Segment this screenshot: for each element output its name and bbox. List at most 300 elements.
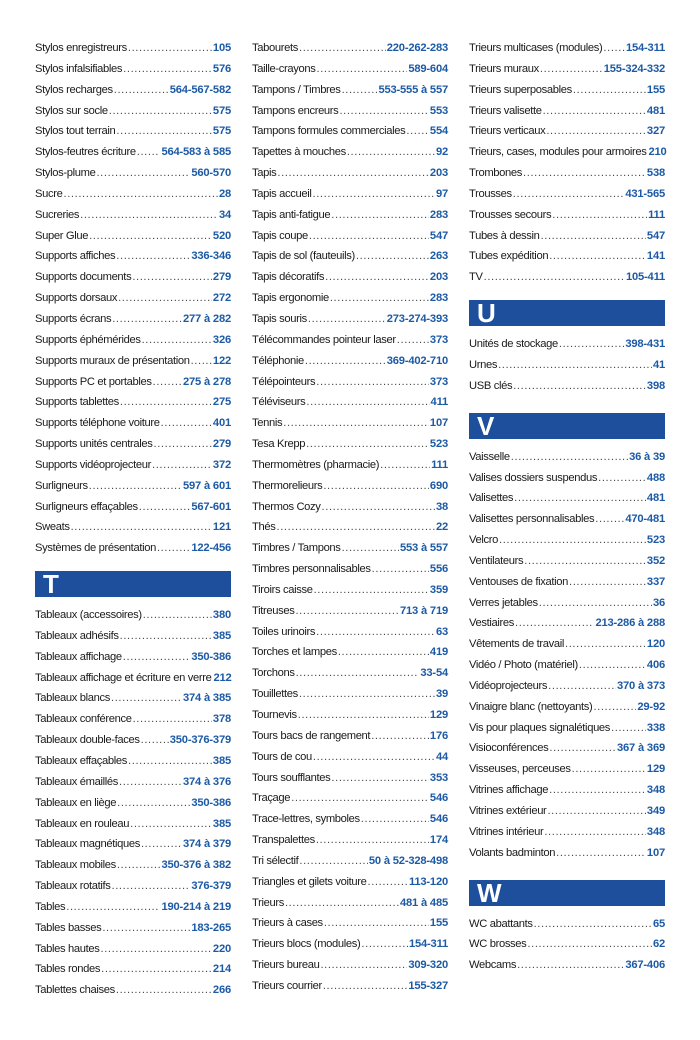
index-entry (252, 205, 448, 226)
index-entry (252, 538, 448, 559)
index-term: Tableaux adhésifs (35, 629, 119, 642)
index-term: Stylos tout terrain (35, 125, 116, 138)
page-reference: 155-327 (408, 979, 448, 992)
index-term: Tapis de sol (fauteuils) (252, 250, 355, 263)
index-entry (469, 468, 665, 489)
page-reference: 154-311 (625, 42, 665, 54)
page-reference: 113-120 (408, 875, 448, 888)
index-term: Systèmes de présentation (35, 542, 156, 555)
index-entry (469, 634, 665, 655)
index-term: Vinaigre blanc (nettoyants) (469, 700, 593, 713)
index-column-1 (35, 38, 231, 1001)
page-reference: 373 (429, 375, 448, 388)
page-reference: 155-324-332 (603, 62, 665, 75)
dot-leader (141, 834, 182, 855)
index-entry (35, 372, 231, 393)
dot-leader (316, 372, 429, 393)
dot-leader (342, 80, 378, 101)
index-term: Trieurs bureau (252, 959, 320, 972)
dot-leader (515, 613, 594, 634)
index-term: Thermomètres (pharmacie) (252, 458, 380, 471)
dot-leader (323, 976, 408, 997)
index-term: Webcams (469, 959, 517, 972)
index-term: Supports téléphone voiture (35, 417, 160, 430)
dot-leader (543, 101, 646, 122)
index-entry (469, 655, 665, 676)
index-term: Unités de stockage (469, 338, 558, 351)
index-term: Trieurs courrier (252, 979, 322, 992)
page-reference: 546 (429, 813, 448, 826)
index-term: Supports vidéoprojecteur (35, 458, 151, 471)
index-entry (469, 759, 665, 780)
index-entry (469, 509, 665, 530)
page-reference: 374 à 376 (183, 775, 231, 788)
index-entry (469, 801, 665, 822)
page-reference: 431-565 (625, 187, 665, 200)
index-term: Tournevis (252, 709, 297, 721)
index-entry (252, 497, 448, 518)
index-term: Tableaux en liège (35, 796, 117, 809)
index-term: Tapis accueil (252, 187, 312, 200)
page-reference: 385 (212, 817, 231, 830)
index-term: Volants badminton (469, 846, 556, 859)
index-entry (469, 376, 665, 397)
page-reference: 121 (212, 521, 231, 534)
dot-leader (299, 684, 435, 705)
index-term: Vis pour plaques signalétiques (469, 721, 611, 734)
dot-leader (498, 355, 652, 376)
index-term: Trace-lettres, symboles (252, 813, 360, 826)
index-term: Touillettes (252, 688, 298, 701)
page-reference: 39 (435, 688, 448, 701)
page-reference: 36 (652, 596, 665, 609)
index-entry (35, 246, 231, 267)
dot-leader (397, 330, 429, 351)
page-reference: 401 (212, 417, 231, 430)
index-term: Toiles urinoirs (252, 625, 316, 638)
dot-leader (308, 309, 386, 330)
page-reference: 370 à 373 (617, 679, 665, 692)
dot-leader (569, 572, 646, 593)
index-entry (252, 392, 448, 413)
page-reference: 33-54 (420, 667, 448, 680)
section-letter-t: T (35, 571, 231, 597)
index-entry (252, 851, 448, 872)
index-entry (35, 897, 231, 918)
dot-leader (513, 376, 646, 397)
index-term: Trieurs valisette (469, 104, 542, 117)
dot-leader (118, 288, 212, 309)
index-term: WC abattants (469, 917, 533, 930)
index-term: Velcro (469, 534, 498, 547)
index-entry (469, 163, 665, 184)
index-entry (252, 976, 448, 997)
dot-leader (320, 955, 407, 976)
page-reference: 547 (429, 229, 448, 242)
index-entry (35, 163, 231, 184)
dot-leader (556, 843, 646, 864)
index-entry (35, 59, 231, 80)
index-entry (252, 101, 448, 122)
index-term: Tubes à dessin (469, 229, 540, 242)
dot-leader (499, 530, 646, 551)
dot-leader (133, 709, 212, 730)
index-entry (469, 822, 665, 843)
page-reference: 176 (429, 729, 448, 742)
index-term: Timbres / Tampons (252, 542, 341, 555)
section-letter-u: U (469, 300, 665, 326)
index-entry (252, 684, 448, 705)
dot-leader (573, 80, 646, 101)
dot-leader (611, 718, 646, 739)
page-reference: 337 (646, 575, 665, 588)
dot-leader (112, 309, 182, 330)
index-entry (35, 455, 231, 476)
page-reference: 283 (429, 208, 448, 221)
dot-leader (514, 488, 646, 509)
index-term: Stylos recharges (35, 83, 113, 96)
dot-leader (316, 830, 429, 851)
page-reference: 327 (646, 125, 665, 138)
page-reference: 556 (429, 563, 448, 576)
index-entry (35, 226, 231, 247)
index-entry (35, 939, 231, 960)
index-entry (252, 142, 448, 163)
dot-leader (101, 959, 212, 980)
page-reference: 419 (429, 646, 448, 659)
page-reference: 374 à 385 (183, 692, 231, 705)
index-term: Vaisselle (469, 450, 510, 463)
index-entry (469, 488, 665, 509)
page-reference: 352 (646, 554, 665, 567)
dot-leader (380, 455, 430, 476)
index-term: Tubes expédition (469, 250, 549, 263)
index-entry (35, 772, 231, 793)
section-letter-w: W (469, 880, 665, 906)
index-term: Ventilateurs (469, 554, 524, 567)
index-entry (252, 788, 448, 809)
index-term: Stylos infalsifiables (35, 62, 123, 75)
dot-leader (517, 955, 624, 976)
index-entry (252, 163, 448, 184)
page-reference: 309-320 (408, 959, 448, 972)
page-reference: 266 (212, 984, 231, 997)
page-reference: 107 (429, 417, 448, 430)
index-term: Tapis souris (252, 312, 307, 325)
dot-leader (546, 121, 646, 142)
page-reference: 111 (431, 458, 448, 471)
index-entry (469, 914, 665, 935)
page-reference: 554 (429, 125, 448, 138)
index-term: Sucre (35, 187, 63, 200)
dot-leader (361, 809, 429, 830)
index-term: Tapis coupe (252, 229, 308, 242)
dot-leader (511, 447, 628, 468)
index-term: Trieurs verticaux (469, 125, 546, 138)
index-entry (252, 372, 448, 393)
dot-leader (295, 601, 399, 622)
index-entry (469, 572, 665, 593)
index-term: Thés (252, 521, 276, 534)
dot-leader (130, 814, 212, 835)
index-entry (252, 309, 448, 330)
index-term: Tableaux magnétiques (35, 838, 140, 851)
index-term: Tableaux conférence (35, 713, 132, 726)
page-reference: 111 (648, 208, 665, 221)
index-term: Trousses (469, 187, 512, 200)
page-reference: 406 (646, 659, 665, 672)
dot-leader (305, 351, 386, 372)
dot-leader (291, 788, 429, 809)
dot-leader (331, 205, 429, 226)
page-reference: 183-265 (191, 921, 231, 934)
index-entry (35, 142, 231, 163)
index-term: Sweats (35, 521, 70, 534)
page-reference: 122-456 (191, 542, 231, 555)
index-term: Supports muraux de présentation (35, 354, 190, 367)
index-term: Tapis décoratifs (252, 271, 325, 284)
dot-leader (120, 392, 212, 413)
page-reference: 97 (435, 187, 448, 200)
index-term: Sucreries (35, 208, 80, 221)
index-term: Stylos-plume (35, 167, 96, 180)
page-reference: 220 (212, 942, 231, 955)
index-term: Supports affiches (35, 250, 116, 263)
page-reference: 481 (646, 492, 665, 505)
dot-leader (102, 918, 190, 939)
index-term: Tableaux rotatifs (35, 880, 111, 893)
index-entry (252, 747, 448, 768)
index-term: Supports PC et portables (35, 375, 152, 388)
index-term: Trombones (469, 167, 523, 180)
dot-leader (80, 205, 218, 226)
index-term: Tables hautes (35, 942, 100, 955)
page-reference: 553 à 557 (400, 542, 448, 555)
index-entry (252, 121, 448, 142)
index-entry (469, 447, 665, 468)
dot-leader (314, 580, 429, 601)
index-entry (252, 434, 448, 455)
page-reference: 597 à 601 (183, 479, 231, 492)
page-reference: 367-406 (625, 959, 665, 972)
index-term: Trieurs muraux (469, 62, 539, 75)
dot-leader (153, 372, 182, 393)
index-term: Urnes (469, 358, 498, 371)
page-reference: 174 (429, 834, 448, 847)
index-entry (252, 768, 448, 789)
index-entry (469, 718, 665, 739)
index-term: Vitrines intérieur (469, 825, 544, 838)
index-entry (35, 647, 231, 668)
index-entry (252, 705, 448, 726)
page-reference: 488 (646, 471, 665, 484)
dot-leader (598, 468, 646, 489)
page-reference: 283 (429, 292, 448, 305)
index-entry (252, 601, 448, 622)
index-term: Stylos enregistreurs (35, 42, 127, 54)
page-reference: 107 (646, 846, 665, 859)
dot-leader (524, 551, 646, 572)
index-term: Triangles et gilets voiture (252, 875, 367, 888)
index-term: Ventouses de fixation (469, 575, 569, 588)
page-reference: 105 (212, 42, 231, 54)
index-term: Trieurs superposables (469, 83, 572, 96)
index-term: Tables (35, 900, 66, 913)
dot-leader (559, 334, 624, 355)
page-reference: 29-92 (637, 700, 665, 713)
page-reference: 385 (212, 629, 231, 642)
page-reference: 523 (429, 438, 448, 451)
dot-leader (161, 413, 212, 434)
index-entry (469, 205, 665, 226)
dot-leader (137, 142, 161, 163)
index-entry (469, 80, 665, 101)
page-reference: 372 (212, 458, 231, 471)
page-reference: 560-570 (191, 167, 231, 180)
index-term: Télépointeurs (252, 375, 316, 388)
index-entry (252, 351, 448, 372)
index-term: Valises dossiers suspendus (469, 471, 598, 484)
page-reference: 273-274-393 (386, 312, 448, 325)
dot-leader (324, 913, 429, 934)
index-entry (469, 355, 665, 376)
dot-leader (323, 476, 429, 497)
index-term: Vestiaires (469, 617, 515, 630)
index-term: Tours de cou (252, 750, 312, 763)
index-term: Supports éphémérides (35, 333, 141, 346)
dot-leader (361, 934, 408, 955)
dot-leader (595, 509, 624, 530)
page-reference: 589-604 (408, 62, 448, 75)
page-reference: 470-481 (625, 513, 665, 526)
index-entry (469, 676, 665, 697)
page-reference: 155 (429, 917, 448, 930)
page-reference: 349 (646, 805, 665, 817)
index-entry (35, 351, 231, 372)
index-entry (252, 872, 448, 893)
index-term: Vitrines affichage (469, 784, 549, 797)
dot-leader (128, 751, 212, 772)
page-reference: 338 (646, 721, 665, 734)
dot-leader (119, 772, 182, 793)
index-entry (252, 330, 448, 351)
index-term: Supports unités centrales (35, 438, 153, 451)
index-entry (252, 59, 448, 80)
page-reference: 122 (212, 354, 231, 367)
page-reference: 350-376 à 382 (161, 859, 231, 872)
dot-leader (549, 780, 646, 801)
index-entry (35, 288, 231, 309)
index-term: Tables basses (35, 921, 102, 934)
index-entry (469, 142, 665, 163)
page-reference: 481 (646, 104, 665, 117)
page-reference: 279 (212, 438, 231, 451)
index-term: Titreuses (252, 604, 295, 617)
index-entry (35, 101, 231, 122)
dot-leader (298, 705, 429, 726)
page-reference: 547 (646, 229, 665, 242)
dot-leader (552, 205, 647, 226)
page-reference: 575 (212, 125, 231, 138)
page-reference: 65 (652, 917, 665, 930)
dot-leader (109, 101, 212, 122)
dot-leader (579, 655, 646, 676)
page-reference: 275 (212, 396, 231, 409)
dot-leader (132, 267, 212, 288)
page-reference: 553-555 à 557 (378, 83, 448, 96)
page-reference: 348 (646, 825, 665, 838)
dot-leader (342, 538, 399, 559)
index-entry (35, 668, 231, 689)
index-entry (252, 476, 448, 497)
dot-leader (306, 434, 429, 455)
dot-leader (96, 163, 190, 184)
index-term: Tableaux affichage (35, 650, 122, 663)
index-entry (469, 184, 665, 205)
index-entry (469, 593, 665, 614)
page-reference: 575 (212, 104, 231, 117)
dot-leader (71, 517, 212, 538)
page-reference: 576 (212, 62, 231, 75)
index-term: Traçage (252, 792, 291, 805)
index-term: Trieurs multicases (modules) (469, 42, 603, 54)
page-reference: 41 (652, 358, 665, 371)
dot-leader (356, 246, 429, 267)
page-reference: 481 à 485 (400, 896, 448, 909)
dot-leader (544, 822, 646, 843)
index-entry (35, 605, 231, 626)
index-entry (35, 184, 231, 205)
index-term: Tapis (252, 167, 277, 180)
dot-leader (114, 80, 169, 101)
index-term: Vidéo / Photo (matériel) (469, 659, 578, 672)
dot-leader (116, 121, 212, 142)
dot-leader (123, 59, 212, 80)
index-entry (469, 38, 665, 59)
index-term: Vidéoprojecteurs (469, 679, 548, 692)
page-reference: 713 à 719 (400, 604, 448, 617)
index-entry (469, 59, 665, 80)
index-term: Thermorelieurs (252, 479, 323, 492)
index-entry (469, 334, 665, 355)
page-reference: 279 (212, 271, 231, 284)
dot-leader (299, 851, 368, 872)
index-term: Visseuses, perceuses (469, 763, 571, 776)
index-term: Tiroirs caisse (252, 583, 313, 596)
page-reference: 376-379 (191, 880, 231, 893)
index-entry (469, 551, 665, 572)
index-entry (252, 226, 448, 247)
page-reference: 38 (435, 500, 448, 513)
index-term: Tableaux émaillés (35, 775, 118, 788)
dot-leader (372, 559, 429, 580)
index-term: Vêtements de travail (469, 638, 564, 651)
dot-leader (325, 267, 429, 288)
index-term: Super Glue (35, 229, 89, 242)
page-reference: 546 (429, 792, 448, 805)
page-reference: 367 à 369 (617, 742, 665, 755)
page-reference: 277 à 282 (183, 312, 231, 325)
page-reference: 373 (429, 333, 448, 346)
index-entry (469, 613, 665, 634)
page-reference: 63 (435, 625, 448, 638)
index-entry (469, 697, 665, 718)
index-entry (35, 434, 231, 455)
dot-leader (89, 226, 212, 247)
index-term: Tableaux double-faces (35, 734, 140, 747)
dot-leader (152, 455, 212, 476)
dot-leader (331, 768, 429, 789)
